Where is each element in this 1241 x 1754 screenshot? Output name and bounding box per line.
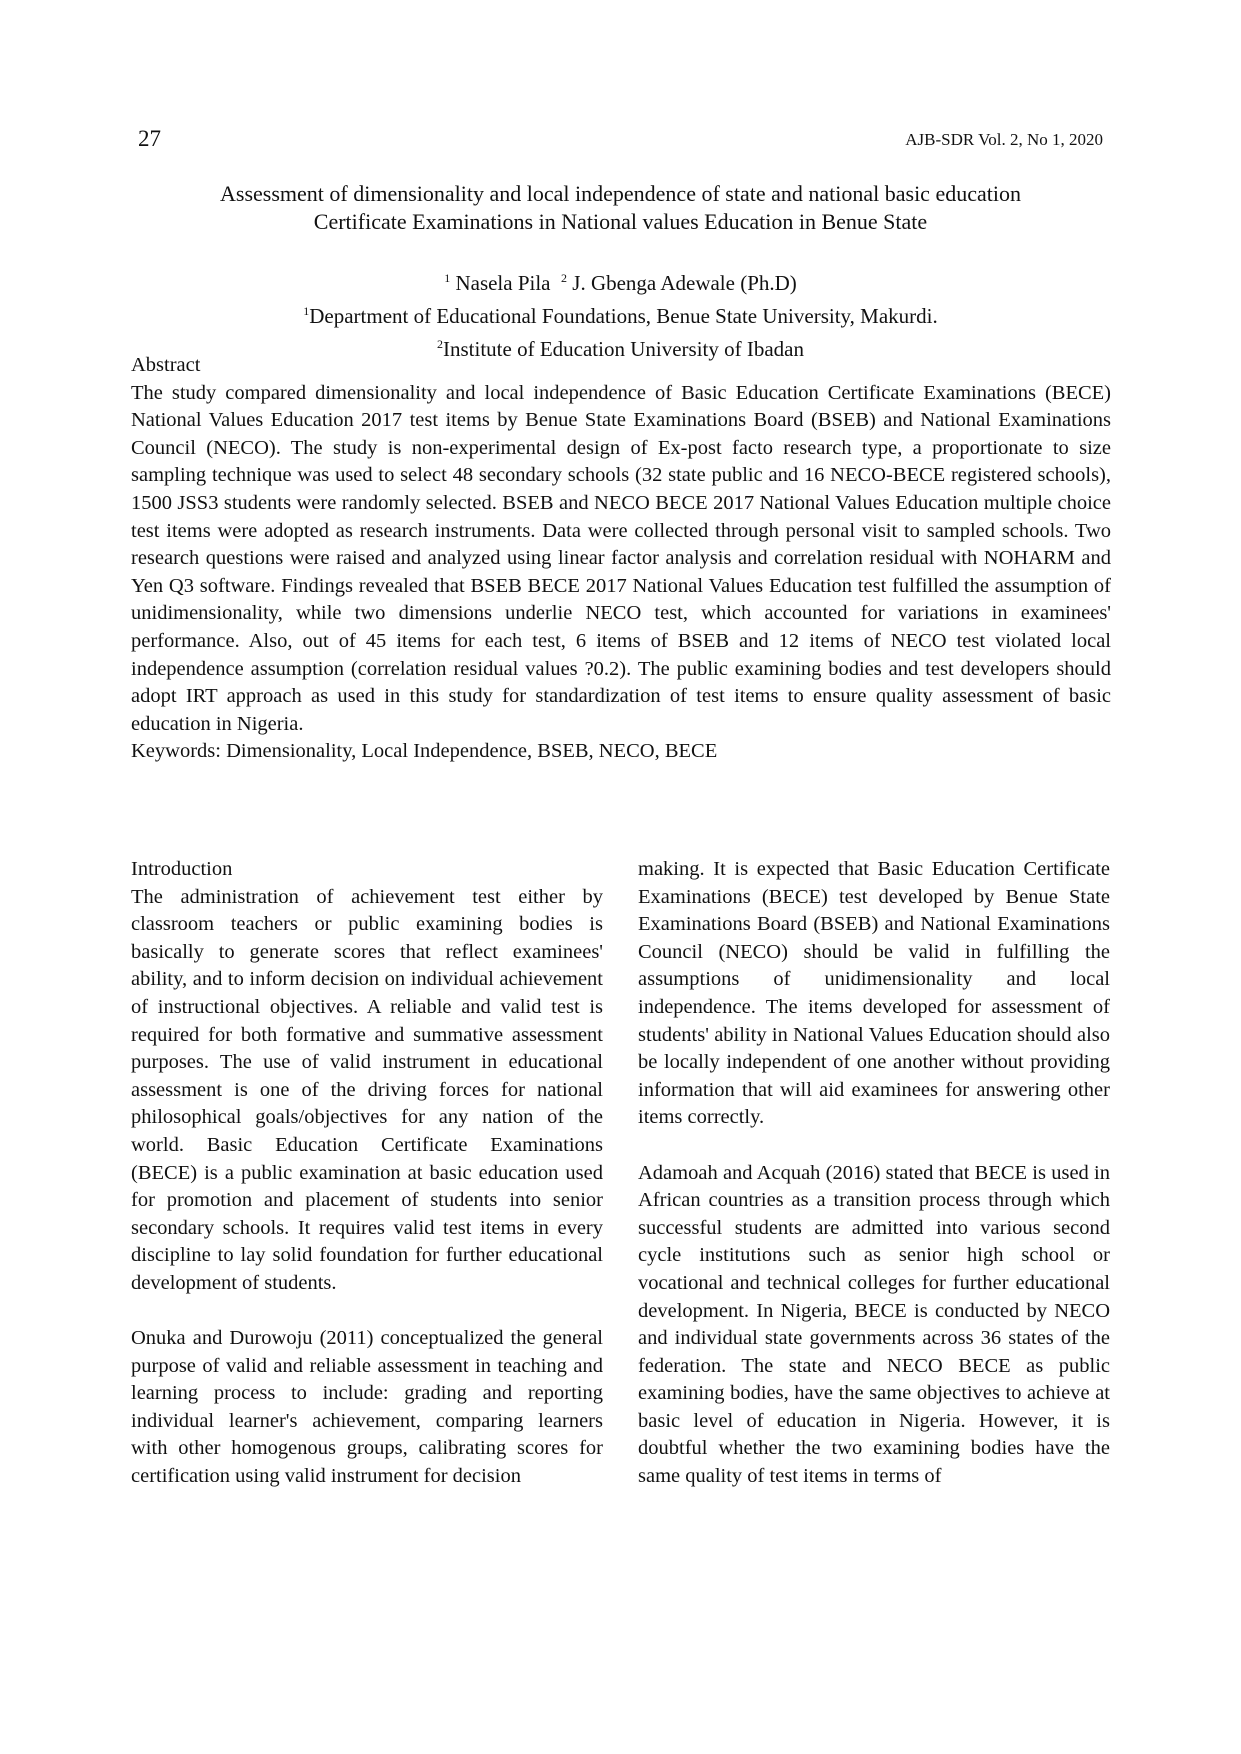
keywords: Keywords: Dimensionality, Local Independence, BSEB, NECO, BECE [131, 740, 718, 763]
abstract-body: The study compared dimensionality and local independence of Basic Education Certificate Examinations (BECE) National Values Education 2017 test items by Benue State Examinations Board (BSEB) and National Examinations Council (NECO). The study is non-experimental design of Ex-post facto research type, a proportionate to size sampling technique was used to select 48 secondary schools (32 state public and 16 NECO-BECE registered schools), 1500 JSS3 students were randomly selected. BSEB and NECO BECE 2017 National Values Education multiple choice test items were adopted as research instruments. Data were collected through personal visit to sampled schools. Two research questions were raised and analyzed using linear factor analysis and correlation residual with NOHARM and Yen Q3 software. Findings revealed that BSEB BECE 2017 National Values Education test fulfilled the assumption of unidimensionality, while two dimensions underlie NECO test, which accounted for variations in examinees' performance. Also, out of 45 items for each test, 6 items of BSEB and 12 items of NECO test violated local independence assumption (correlation residual values ?0.2). The public examining bodies and test developers should adopt IRT approach as used in this study for standardization of test items to ensure quality assessment of basic education in Nigeria. [131, 381, 1111, 735]
author2-marker: 2 [561, 271, 568, 285]
author-block [110, 264, 1131, 363]
page-number: 27 [138, 126, 161, 151]
introduction-heading: Introduction [131, 858, 233, 880]
affiliation-2: Institute of Education University of Ibadan [443, 337, 804, 361]
author-1: Nasela Pila [450, 271, 562, 295]
intro-paragraph-2: Onuka and Durowoju (2011) conceptualized the general purpose of valid and reliable assessment in teaching and learning process to include: grading and reporting individual learner's achievement, comparing learners with other homogenous groups, calibrating scores for certification using valid instrument for decision [131, 1327, 603, 1488]
journal-citation: AJB-SDR Vol. 2, No 1, 2020 [905, 130, 1103, 149]
left-column [131, 856, 603, 1491]
intro-paragraph-4: Adamoah and Acquah (2016) stated that BECE is used in African countries as a transition process through which successful students are admitted into various second cycle institutions such as senior high school or vocational and technical colleges for further educational development. In Nigeria, BECE is conducted by NECO and individual state governments across 36 states of the federation. The state and NECO BECE as public examining bodies, have the same objectives to achieve at basic level of education in Nigeria. However, it is doubtful whether the two examining bodies have the same quality of test items in terms of [638, 1161, 1110, 1488]
author1-marker: 1 [444, 271, 451, 285]
title-line-1: Assessment of dimensionality and local independence of state and national basic education [220, 181, 1021, 206]
intro-paragraph-3: making. It is expected that Basic Education Certificate Examinations (BECE) test developed by Benue State Examinations Board (BSEB) and National Examinations Council (NECO) should be valid in fulfilling the assumptions of unidimensionality and local independence. The items developed for assessment of students' ability in National Values Education should also be locally independent of one another without providing information that will aid examinees for answering other items correctly. [638, 858, 1110, 1129]
author-names [110, 264, 1131, 297]
affiliation-1: Department of Educational Foundations, Benue State University, Makurdi. [309, 304, 938, 328]
title-line-2: Certificate Examinations in National values Education in Benue State [313, 209, 928, 234]
affil2-marker: 2 [437, 337, 443, 351]
paper-title [110, 180, 1131, 236]
abstract-section [131, 352, 1111, 766]
affiliation-1-line [110, 297, 1131, 330]
intro-paragraph-1: The administration of achievement test either by classroom teachers or public examining bodies is basically to generate scores that reflect examinees' ability, and to inform decision on individual achievement of instructional objectives. A reliable and valid test is required for both formative and summative assessment purposes. The use of valid instrument in educational assessment is one of the driving forces for national philosophical goals/objectives for any nation of the world. Basic Education Certificate Examinations (BECE) is a public examination at basic education used for promotion and placement of students into senior secondary schools. It requires valid test items in every discipline to lay solid foundation for further educational development of students. [131, 885, 603, 1294]
abstract-heading: Abstract [131, 354, 201, 376]
author-2: J. Gbenga Adewale (Ph.D) [567, 271, 797, 295]
affil1-marker: 1 [303, 304, 310, 318]
right-column [638, 856, 1110, 1491]
